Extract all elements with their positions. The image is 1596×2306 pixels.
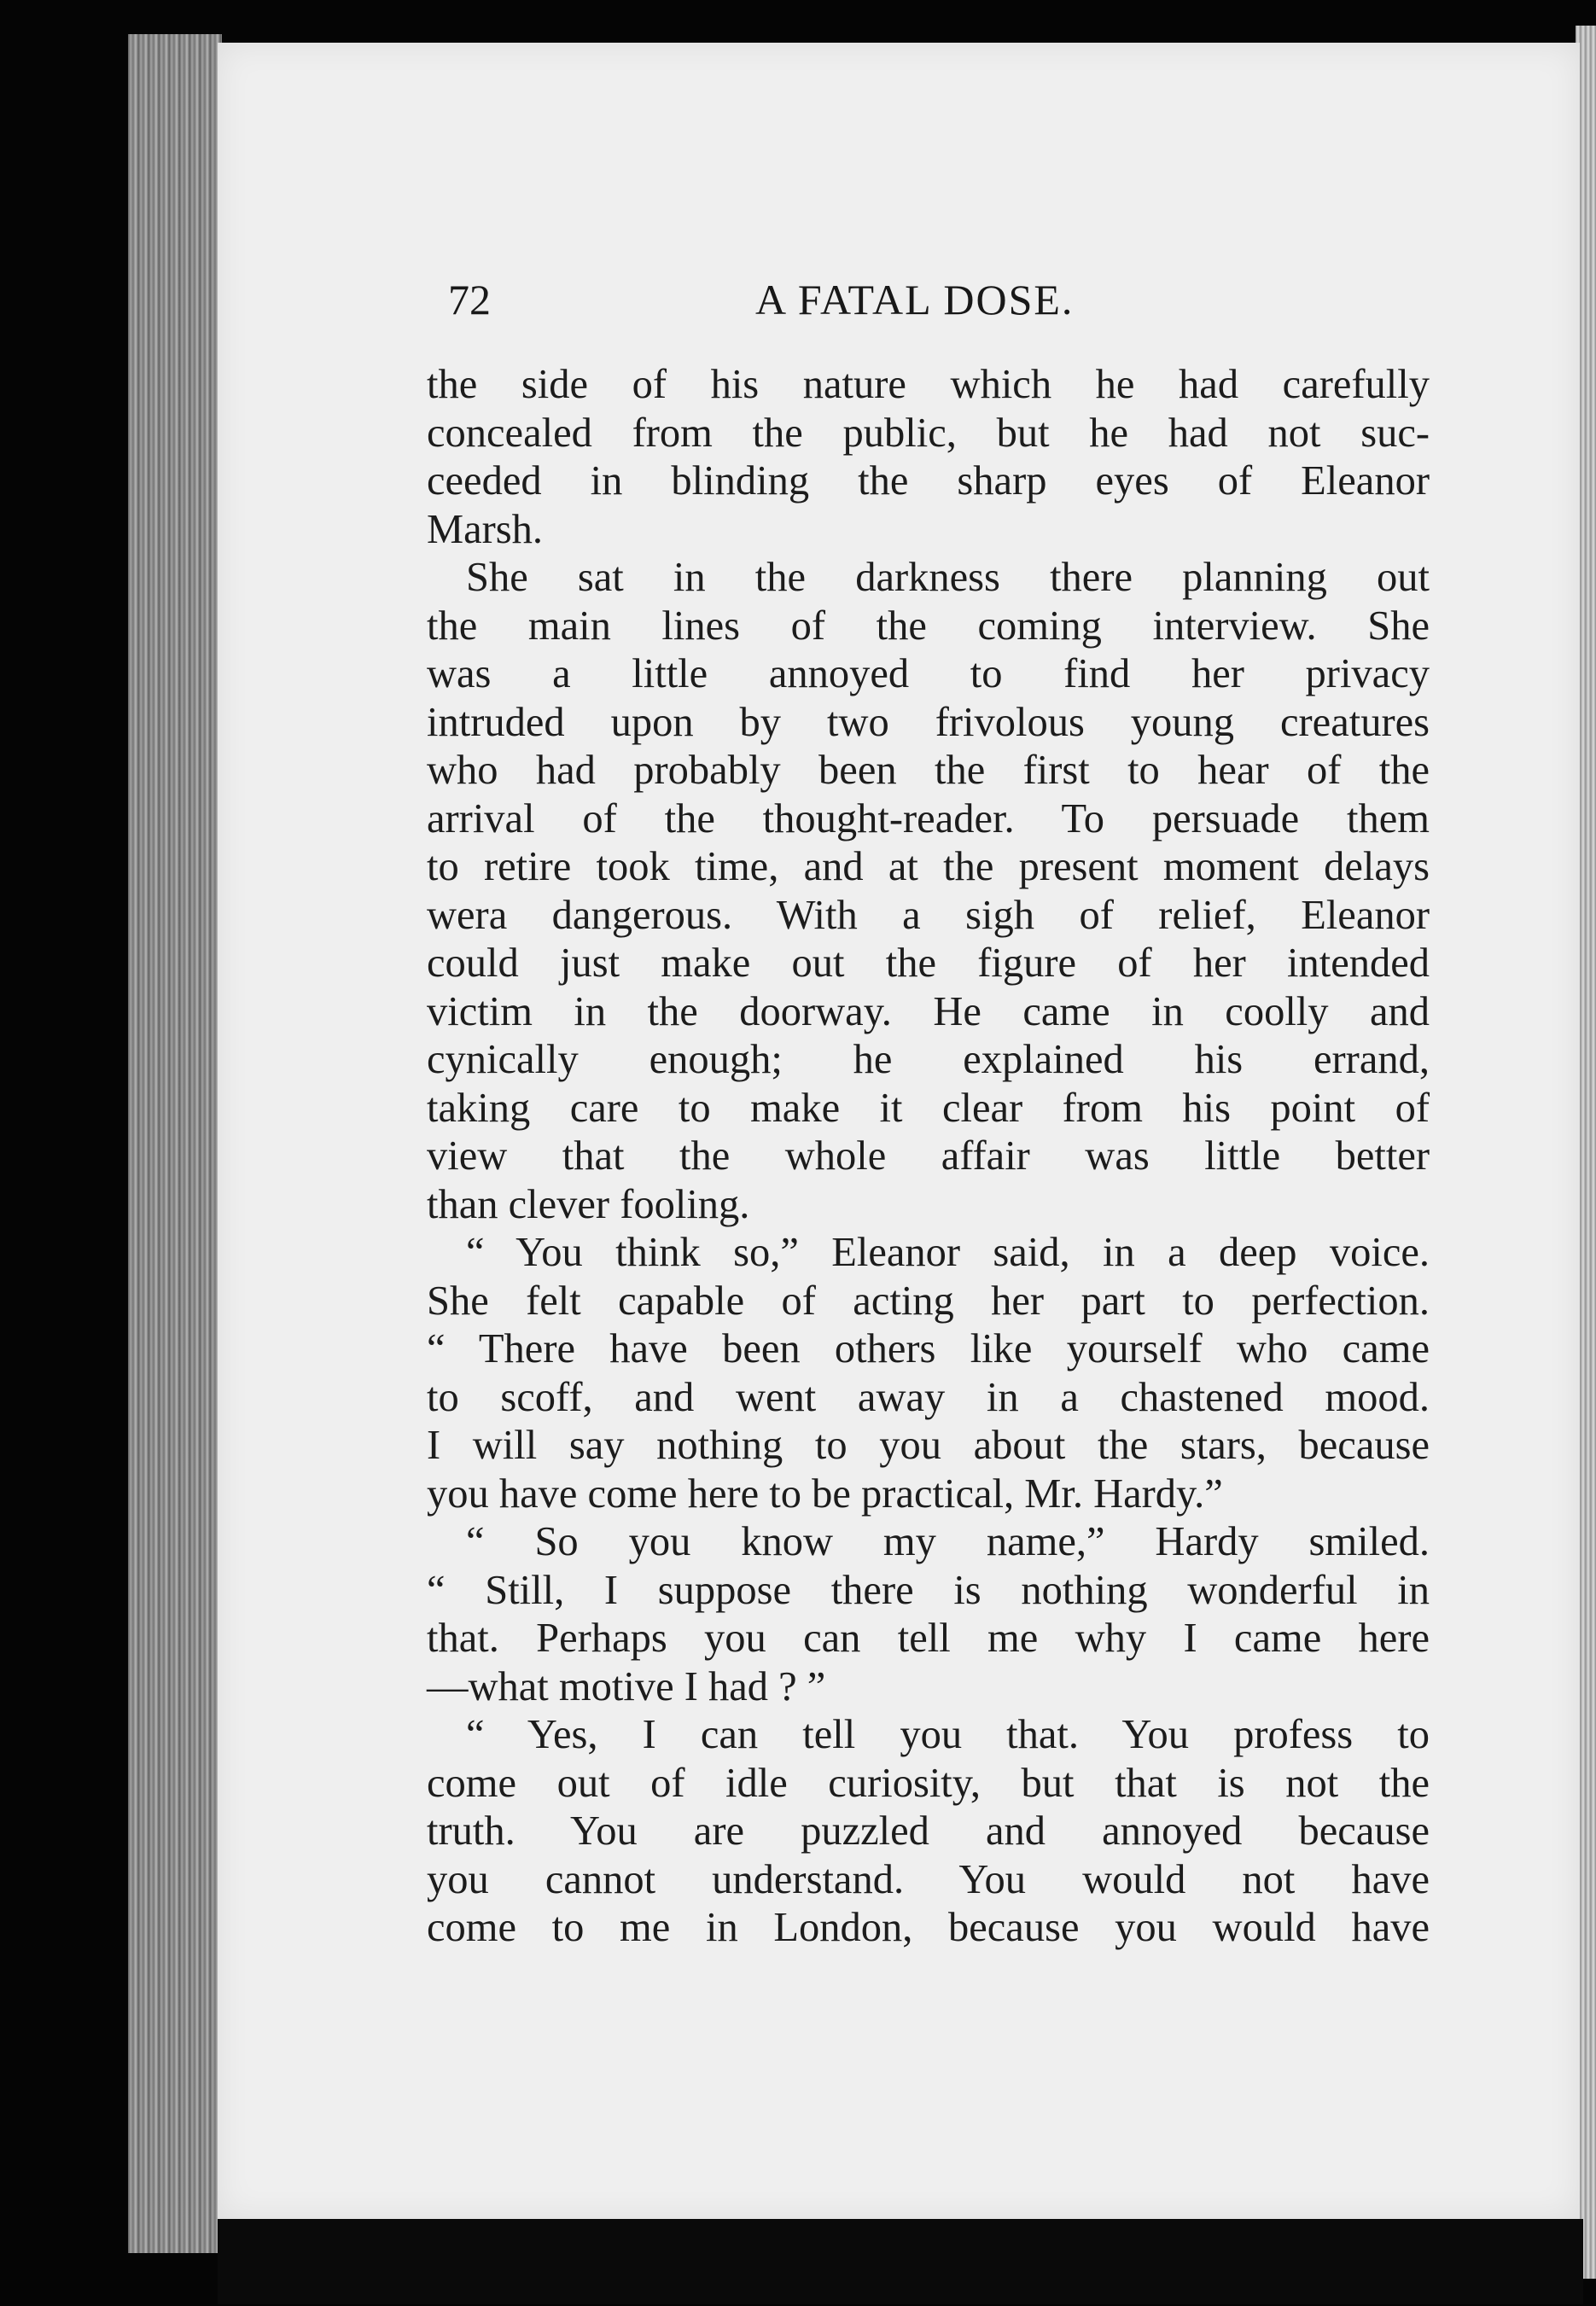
text-line: than clever fooling. [427, 1181, 750, 1227]
text-line: you cannot understand. You would not have [427, 1856, 1430, 1902]
text-line: that. Perhaps you can tell me why I came here [427, 1616, 1430, 1661]
page-number: 72 [448, 276, 491, 323]
text-line: She felt capable of acting her part to perfection. [427, 1278, 1430, 1324]
text-line: truth. You are puzzled and annoyed because [427, 1808, 1430, 1854]
text-line: victim in the doorway. He came in coolly and [427, 988, 1430, 1034]
text-line: “ So you know my name,” Hardy smiled. [466, 1519, 1430, 1564]
text-line: you have come here to be practical, Mr. Hardy.” [427, 1470, 1223, 1517]
text-line: She sat in the darkness there planning out [466, 555, 1430, 600]
text-line: come to me in London, because you would have [427, 1905, 1430, 1950]
running-title: A FATAL DOSE. [755, 276, 1075, 323]
text-line: intruded upon by two frivolous young creatures [427, 699, 1430, 745]
text-line: “ There have been others like yourself who came [427, 1326, 1430, 1371]
page-header [448, 275, 1139, 335]
text-line: to scoff, and went away in a chastened mood. [427, 1374, 1430, 1420]
text-line: I will say nothing to you about the stars, because [427, 1423, 1430, 1468]
text-line: “ Yes, I can tell you that. You profess to [466, 1712, 1430, 1757]
text-line: Marsh. [427, 506, 544, 552]
text-line: who had probably been the first to hear of the [427, 748, 1430, 793]
text-line: wera dangerous. With a sigh of relief, Eleanor [427, 892, 1430, 938]
scan-bottom-edge [218, 2219, 1583, 2304]
text-line: taking care to make it clear from his point of [427, 1085, 1430, 1131]
text-line: concealed from the public, but he had not suc- [427, 410, 1430, 456]
text-line: could just make out the figure of her intended [427, 940, 1430, 986]
text-line: “ You think so,” Eleanor said, in a deep voice. [466, 1230, 1430, 1275]
text-line: —what motive I had ? ” [427, 1663, 826, 1709]
text-line: come out of idle curiosity, but that is not the [427, 1760, 1430, 1806]
text-line: was a little annoyed to find her privacy [427, 651, 1430, 696]
text-line: arrival of the thought-reader. To persuade them [427, 795, 1430, 841]
text-line: the side of his nature which he had carefully [427, 362, 1430, 407]
body-text [427, 361, 1430, 1953]
text-line: ceeded in blinding the sharp eyes of Eleanor [427, 458, 1430, 504]
text-line: view that the whole affair was little better [427, 1133, 1430, 1179]
text-line: “ Still, I suppose there is nothing wonderful in [427, 1567, 1430, 1613]
text-line: to retire took time, and at the present moment delays [427, 844, 1430, 889]
text-line: cynically enough; he explained his errand, [427, 1037, 1430, 1082]
text-line: the main lines of the coming interview. She [427, 603, 1430, 649]
book-page-edges [128, 34, 222, 2253]
